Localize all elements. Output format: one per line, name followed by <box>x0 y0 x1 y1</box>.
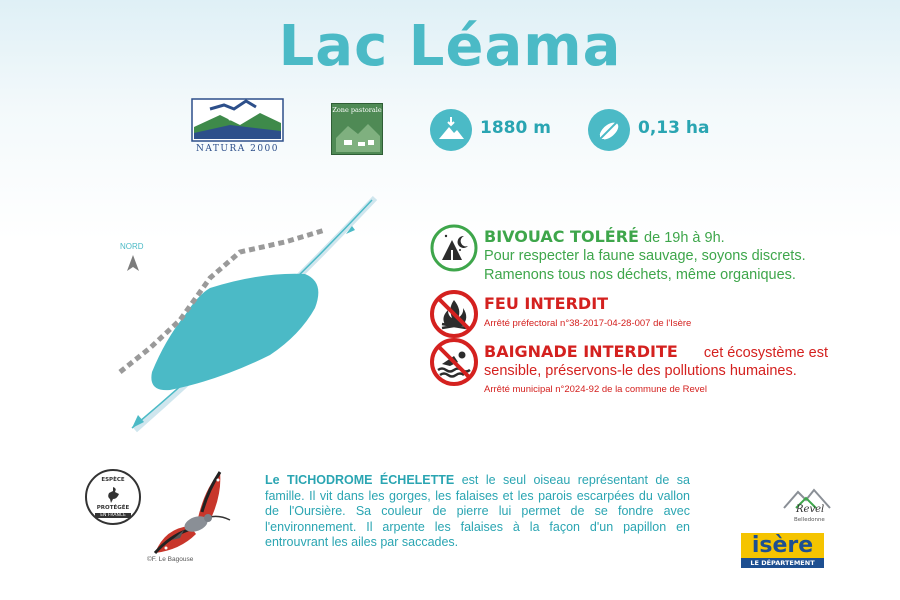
surface-icon <box>588 109 630 151</box>
baignade-line-2: sensible, préservons-le des pollutions humaines. <box>484 363 797 379</box>
bird-name: Le TICHODROME ÉCHELETTE <box>265 473 455 487</box>
revel-logo <box>782 486 832 526</box>
baignade-line-1: cet écosystème est <box>703 345 828 361</box>
pastorale-label: Zone pastorale <box>332 106 382 114</box>
badge-bottom-text: EN FRANCE <box>95 513 131 518</box>
natura-label: NATURA 2000 <box>195 144 279 154</box>
revel-label: Revel <box>796 504 825 515</box>
bivouac-hours: de 19h à 9h. <box>644 230 725 246</box>
feu-title: FEU INTERDIT <box>484 294 609 313</box>
altitude-icon <box>430 109 472 151</box>
bivouac-line-1: Pour respecter la faune sauvage, soyons discrets. <box>484 248 806 264</box>
badge-mid-text: PROTÉGÉE <box>96 505 130 511</box>
natura-2000-logo <box>190 97 285 159</box>
bivouac-icon <box>430 224 478 272</box>
zone-pastorale-logo <box>331 103 383 155</box>
no-fire-icon <box>430 290 478 338</box>
lake-map <box>110 190 390 440</box>
badge-top-text: ESPÈCE <box>101 477 125 483</box>
page-title: Lac Léama <box>278 14 622 79</box>
surface-value: 0,13 ha <box>638 118 710 138</box>
bird-description <box>265 473 690 551</box>
wallcreeper-image <box>150 468 245 563</box>
isere-logo <box>741 533 824 569</box>
protected-species-badge <box>85 469 141 525</box>
bivouac-line-2: Ramenons tous nos déchets, même organiques. <box>484 267 796 283</box>
photo-credit: ©F. Le Bagouse <box>147 556 194 563</box>
altitude-value: 1880 m <box>480 118 551 138</box>
isere-label: isère <box>741 533 824 558</box>
no-swimming-icon <box>430 338 478 386</box>
north-arrow-icon <box>127 255 139 275</box>
baignade-title: BAIGNADE INTERDITE <box>484 342 678 361</box>
baignade-ref: Arrêté municipal n°2024-92 de la commune de Revel <box>484 384 707 395</box>
north-label: NORD <box>120 242 144 251</box>
bivouac-title: BIVOUAC TOLÉRÉ <box>484 227 639 246</box>
isere-sub-label: LE DÉPARTEMENT <box>741 558 824 568</box>
bird-text: est le seul oiseau représentant de sa famille. Il vit dans les gorges, les falaises et les parois escarpées du vallon de l'Oursière. Sa couleur de pierre lui permet de se fondre avec l'environnement. Il arpente les falaises à la façon d'un papillon en entrouvrant les ailes par saccades. <box>265 473 690 550</box>
feu-ref: Arrêté préfectoral n°38-2017-04-28-007 de l'Isère <box>484 318 692 329</box>
revel-sub-label: Belledonne <box>794 517 825 523</box>
